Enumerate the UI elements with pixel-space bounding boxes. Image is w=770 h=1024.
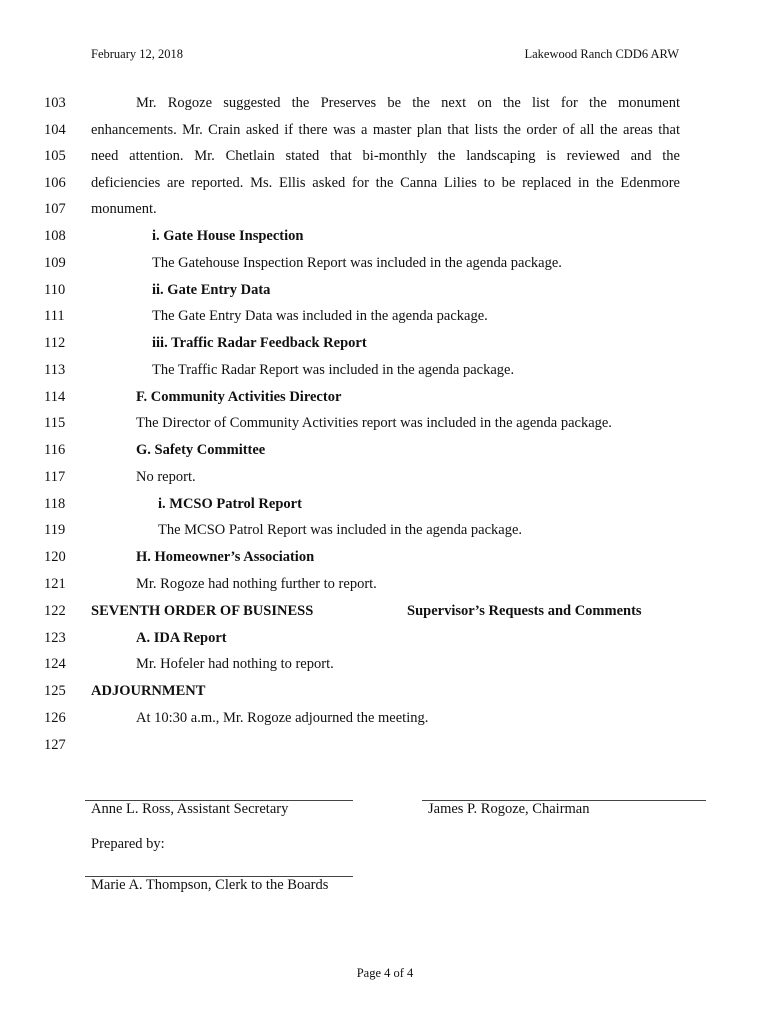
minutes-line — [0, 735, 770, 755]
subsection-heading: ii. Gate Entry Data — [152, 282, 271, 298]
line-text: The MCSO Patrol Report was included in the agenda package. — [158, 522, 523, 538]
line-number: 107 — [44, 201, 66, 217]
subsection-heading: i. MCSO Patrol Report — [158, 496, 302, 512]
section-heading: F. Community Activities Director — [136, 389, 342, 405]
line-number: 124 — [44, 656, 66, 672]
line-text: monument. — [91, 201, 157, 217]
line-number: 105 — [44, 148, 66, 164]
line-text: The Gate Entry Data was included in the agenda package. — [152, 308, 488, 324]
minutes-line — [0, 467, 770, 487]
adjournment-heading: ADJOURNMENT — [91, 683, 206, 699]
minutes-line — [0, 440, 770, 460]
minutes-line — [0, 547, 770, 567]
line-text: The Gatehouse Inspection Report was included in the agenda package. — [152, 255, 562, 271]
page-number: Page 4 of 4 — [356, 966, 414, 980]
line-text: The Traffic Radar Report was included in the agenda package. — [152, 362, 515, 378]
prepared-by-label: Prepared by: — [91, 836, 165, 852]
line-number: 120 — [44, 549, 66, 565]
line-number: 108 — [44, 228, 66, 244]
assistant-secretary-signature-label: Anne L. Ross, Assistant Secretary — [91, 801, 289, 817]
line-text: No report. — [136, 469, 196, 485]
line-number: 125 — [44, 683, 66, 699]
minutes-line — [0, 628, 770, 648]
order-of-business-title: Supervisor’s Requests and Comments — [407, 603, 642, 619]
line-number: 122 — [44, 603, 66, 619]
minutes-line — [0, 681, 770, 701]
subsection-heading: iii. Traffic Radar Feedback Report — [152, 335, 367, 351]
minutes-line — [0, 253, 770, 273]
line-number: 115 — [44, 415, 66, 431]
line-number: 119 — [44, 522, 66, 538]
line-number: 112 — [44, 335, 66, 351]
minutes-line — [0, 413, 770, 433]
section-heading: A. IDA Report — [136, 630, 227, 646]
minutes-line — [0, 226, 770, 246]
line-number: 118 — [44, 496, 66, 512]
line-text: need attention. Mr. Chetlain stated that bi-monthly the landscaping is reviewed and the — [91, 148, 680, 164]
line-text: Mr. Rogoze suggested the Preserves be the next on the list for the monument — [136, 95, 680, 111]
line-number: 121 — [44, 576, 66, 592]
header-date: February 12, 2018 — [91, 47, 183, 61]
section-heading: G. Safety Committee — [136, 442, 266, 458]
minutes-line — [0, 654, 770, 674]
minutes-line — [0, 387, 770, 407]
line-text: The Director of Community Activities report was included in the agenda package. — [136, 415, 612, 431]
header-org: Lakewood Ranch CDD6 ARW — [524, 47, 679, 61]
line-number: 114 — [44, 389, 66, 405]
line-number: 104 — [44, 122, 66, 138]
line-text: Mr. Hofeler had nothing to report. — [136, 656, 334, 672]
section-heading: H. Homeowner’s Association — [136, 549, 315, 565]
line-number: 127 — [44, 737, 66, 753]
minutes-line — [0, 146, 770, 166]
minutes-line — [0, 173, 770, 193]
line-number: 126 — [44, 710, 66, 726]
line-number: 123 — [44, 630, 66, 646]
line-number: 111 — [44, 308, 65, 324]
chairman-signature-label: James P. Rogoze, Chairman — [428, 801, 590, 817]
minutes-line — [0, 601, 770, 621]
minutes-line — [0, 360, 770, 380]
minutes-line — [0, 306, 770, 326]
line-text: enhancements. Mr. Crain asked if there was a master plan that lists the order of all the areas that — [91, 122, 680, 138]
minutes-line — [0, 494, 770, 514]
line-number: 106 — [44, 175, 66, 191]
line-number: 113 — [44, 362, 66, 378]
line-text: Mr. Rogoze had nothing further to report. — [136, 576, 377, 592]
line-text: At 10:30 a.m., Mr. Rogoze adjourned the meeting. — [136, 710, 429, 726]
minutes-line — [0, 520, 770, 540]
line-text: deficiencies are reported. Ms. Ellis asked for the Canna Lilies to be replaced in the Edenmore — [91, 175, 680, 191]
minutes-line — [0, 333, 770, 353]
line-number: 109 — [44, 255, 66, 271]
clerk-signature-label: Marie A. Thompson, Clerk to the Boards — [91, 877, 329, 893]
minutes-line — [0, 199, 770, 219]
order-of-business-heading: SEVENTH ORDER OF BUSINESS — [91, 603, 314, 619]
minutes-line — [0, 120, 770, 140]
line-number: 103 — [44, 95, 66, 111]
line-number: 116 — [44, 442, 66, 458]
minutes-line — [0, 708, 770, 728]
line-number: 110 — [44, 282, 66, 298]
minutes-line — [0, 93, 770, 113]
minutes-line — [0, 574, 770, 594]
subsection-heading: i. Gate House Inspection — [152, 228, 304, 244]
minutes-line — [0, 280, 770, 300]
line-number: 117 — [44, 469, 66, 485]
